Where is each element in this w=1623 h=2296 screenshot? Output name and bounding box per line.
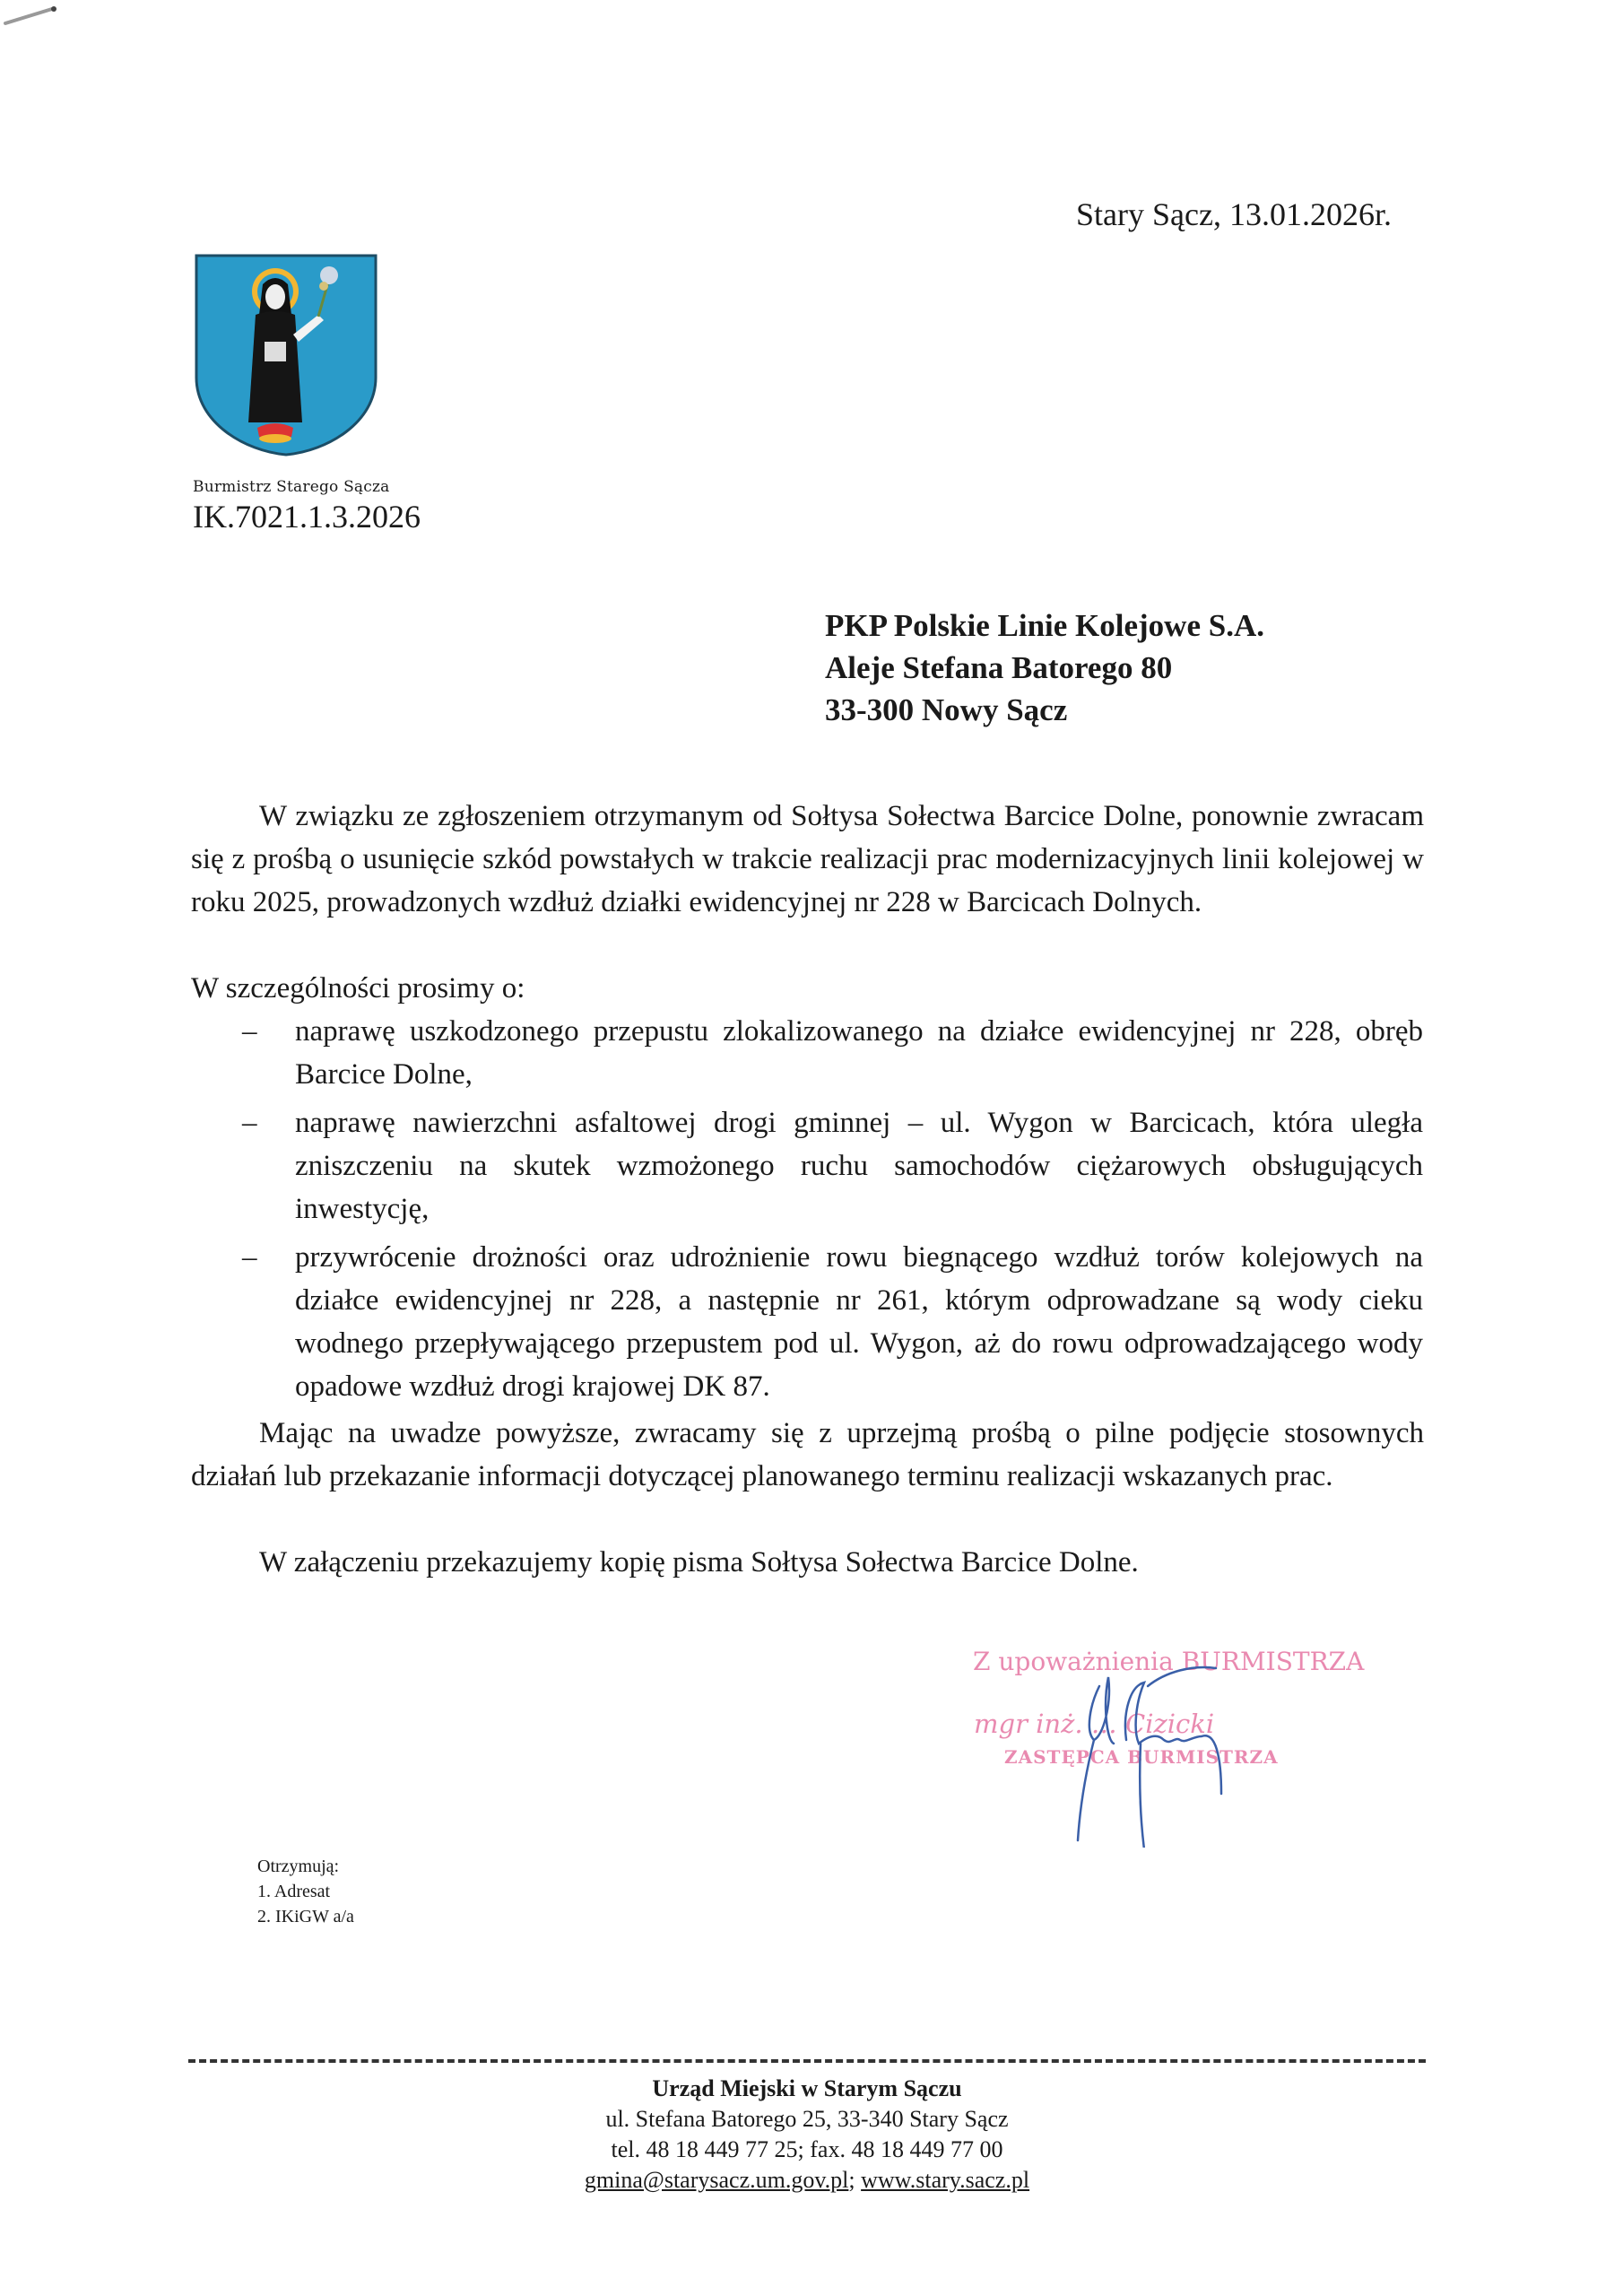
addressee-block (825, 604, 1264, 731)
list-item-text: naprawę nawierzchni asfaltowej drogi gminnej – ul. Wygon w Barcicach, która uległa zniszczeniu na skutek wzmożonego ruchu samochodów ciężarowych obsługujących inwestycję, (295, 1107, 1423, 1225)
footer-address: ul. Stefana Batorego 25, 33-340 Stary Sącz (605, 2106, 1009, 2132)
footer-website-link[interactable]: www.stary.sacz.pl (861, 2167, 1030, 2193)
footer-separator: ; (848, 2167, 862, 2193)
list-marker: – (242, 1241, 257, 1274)
stamp-title: ZASTĘPCA BURMISTRZA (1004, 1746, 1279, 1768)
list-item-text: naprawę uszkodzonego przepustu zlokalizowanego na działce ewidencyjnej nr 228, obręb Barcice Dolne, (295, 1015, 1423, 1091)
handwritten-signature-icon (1058, 1650, 1291, 1848)
stamp-signatory-name: mgr inż. … Cizicki (974, 1709, 1215, 1739)
footer-contact (188, 2165, 1426, 2196)
recipients-block (257, 1854, 354, 1929)
recipient-item: 1. Adresat (257, 1882, 331, 1901)
list-marker: – (242, 1015, 257, 1048)
request-list (235, 1010, 1423, 1413)
list-marker: – (242, 1107, 257, 1139)
recipients-heading: Otrzymują: (257, 1857, 340, 1876)
list-item (235, 1236, 1423, 1408)
letter-date: Stary Sącz, 13.01.2026r. (1076, 196, 1392, 232)
body-paragraph-1: W związku ze zgłoszeniem otrzymanym od Sołtysa Sołectwa Barcice Dolne, ponownie zwracam się z prośbą o usunięcie szkód powstałych w trakcie realizacji prac modernizacyjnych linii kolejowej w roku 2025, prowadzonych wzdłuż działki ewidencyjnej nr 228 w Barcicach Dolnych. (191, 800, 1424, 918)
addressee-line-1: PKP Polskie Linie Kolejowe S.A. (825, 608, 1264, 643)
list-intro: W szczególności prosimy o: (191, 972, 525, 1004)
list-item-text: przywrócenie drożności oraz udrożnienie rowu biegnącego wzdłuż torów kolejowych na działce ewidencyjnej nr 228, a następnie nr 261, którym odprowadzane są wody cieku wodnego przepływającego przepustem pod ul. Wygon, aż do rowu odprowadzającego wody opadowe wzdłuż drogi krajowej DK 87. (295, 1241, 1423, 1403)
office-name: Burmistrz Starego Sącza (193, 478, 390, 496)
addressee-line-2: Aleje Stefana Batorego 80 (825, 650, 1173, 685)
recipient-item: 2. IKiGW a/a (257, 1907, 354, 1926)
footer-email-link[interactable]: gmina@starysacz.um.gov.pl (584, 2167, 849, 2193)
scan-artifact-mark (0, 0, 108, 36)
body-paragraph-3: W załączeniu przekazujemy kopię pisma Sołtysa Sołectwa Barcice Dolne. (259, 1546, 1139, 1578)
coat-of-arms-icon (193, 252, 379, 457)
footer (188, 2074, 1426, 2196)
list-item (235, 1101, 1423, 1231)
addressee-line-3: 33-300 Nowy Sącz (825, 692, 1068, 727)
footer-phone-fax: tel. 48 18 449 77 25; fax. 48 18 449 77 00 (611, 2136, 1003, 2162)
footer-organization: Urząd Miejski w Starym Sączu (652, 2075, 962, 2101)
footer-divider (188, 2059, 1426, 2063)
reference-number: IK.7021.1.3.2026 (193, 499, 421, 535)
list-item (235, 1010, 1423, 1096)
stamp-authorization: Z upoważnienia BURMISTRZA (973, 1647, 1365, 1676)
body-paragraph-2: Mając na uwadze powyższe, zwracamy się z uprzejmą prośbą o pilne podjęcie stosownych działań lub przekazanie informacji dotyczącej planowanego terminu realizacji wskazanych prac. (191, 1417, 1424, 1492)
